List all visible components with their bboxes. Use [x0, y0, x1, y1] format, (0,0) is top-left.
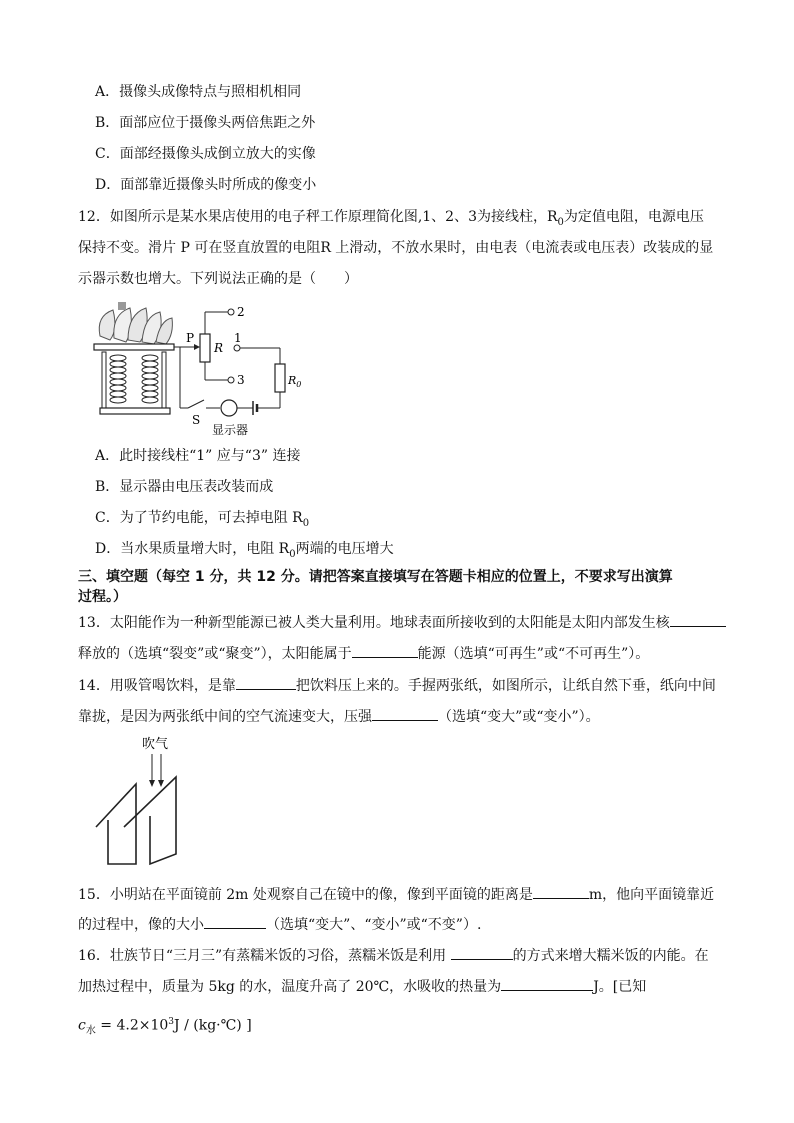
paper-blow-figure — [90, 732, 190, 872]
q15-blank-1[interactable] — [533, 884, 589, 899]
label-switch: S — [192, 413, 201, 427]
label-blow: 吹气 — [142, 737, 169, 752]
section3-heading-line2: 过程。） — [78, 589, 127, 605]
q13-blank-1[interactable] — [670, 612, 726, 627]
terminal-1 — [234, 345, 240, 351]
q12-stem-line1: 12．如图所示是某水果店使用的电子秤工作原理简化图,1、2、3为接线柱，$R_0$为定值电阻，电源电压 — [78, 209, 704, 228]
label-r0: $R_0$ — [288, 374, 302, 389]
label-p: P — [186, 331, 195, 345]
resistor-r0 — [275, 364, 285, 392]
q13-line2: 释放的（选填“裂变”或“聚变”），太阳能属于 能源（选填“可再生”或“不可再生”）。 — [78, 643, 649, 664]
q12-option-b: B．显示器由电压表改装而成 — [95, 479, 274, 495]
q16-blank-2[interactable] — [501, 976, 593, 991]
q12-option-a: A．此时接线柱“1” 应与“3” 连接 — [95, 448, 301, 464]
q11-option-b: B．面部应位于摄像头两倍焦距之外 — [95, 115, 316, 131]
label-terminal-1: 1 — [234, 331, 242, 345]
q12-option-d: D．当水果质量增大时，电阻 $R_0$两端的电压增大 — [95, 541, 394, 560]
switch-s-icon — [188, 400, 204, 408]
q14-blank-2[interactable] — [372, 706, 438, 721]
q12-stem-line2: 保持不变。滑片 P 可在竖直放置的电阻R 上滑动，不放水果时，由电表（电流表或电压表）改装成的显 — [78, 240, 714, 256]
scale-base — [100, 408, 170, 414]
scale-top-plate — [94, 344, 174, 350]
banana-bunch-icon — [99, 302, 172, 344]
arrow-down-icon-2 — [158, 780, 164, 787]
spring-right — [142, 355, 158, 403]
q15-blank-2[interactable] — [204, 914, 266, 929]
q14-line1: 14．用吸管喝饮料，是靠 把饮料压上来的。手握两张纸，如图所示，让纸自然下垂，纸向中间 — [78, 675, 716, 696]
terminal-3 — [228, 377, 234, 383]
label-r: R — [214, 341, 224, 355]
q16-formula: $c_水 = 4.2\times 10^3J$ / (kg·℃) ] — [78, 1017, 252, 1037]
spring-left — [110, 355, 126, 403]
q13-line1: 13．太阳能作为一种新型能源已被人类大量利用。地球表面所接收到的太阳能是太阳内部发生核 — [78, 612, 726, 633]
arrow-down-icon — [149, 780, 155, 787]
q16-line2: 加热过程中，质量为 5kg 的水，温度升高了 20℃，水吸收的热量为 J。[已知 — [78, 976, 646, 997]
paper-right — [124, 777, 176, 864]
q11-option-c: C．面部经摄像头成倒立放大的实像 — [95, 146, 316, 162]
q15-line2: 的过程中，像的大小 （选填“变大”、“变小”或“不变”）. — [78, 914, 481, 935]
q14-blank-1[interactable] — [236, 675, 296, 690]
label-display: 显示器 — [212, 423, 249, 437]
resistor-r — [200, 334, 210, 362]
slider-arrow-icon — [194, 344, 200, 350]
label-terminal-3: 3 — [237, 373, 245, 387]
terminal-2 — [228, 309, 234, 315]
label-terminal-2: 2 — [237, 305, 245, 319]
display-meter-icon — [221, 400, 237, 416]
q12-option-c: C．为了节约电能，可去掉电阻 $R_0$ — [95, 510, 310, 529]
q13-blank-2[interactable] — [352, 643, 418, 658]
q14-line2: 靠拢，是因为两张纸中间的空气流速变大，压强 （选填“变大”或“变小”）。 — [78, 706, 600, 727]
q12-stem-line3: 示器示数也增大。下列说法正确的是（ ） — [78, 271, 358, 287]
q11-option-d: D．面部靠近摄像头时所成的像变小 — [95, 177, 317, 193]
q15-line1: 15．小明站在平面镜前 2m 处观察自己在镜中的像，像到平面镜的距离是 m，他向平面镜靠近 — [78, 884, 714, 905]
section3-heading-line1: 三、填空题（每空 1 分，共 12 分。请把答案直接填写在答题卡相应的位置上，不要求写出演算 — [78, 569, 673, 585]
q11-option-a: A．摄像头成像特点与照相机相同 — [95, 84, 302, 100]
q16-blank-1[interactable] — [451, 945, 513, 960]
paper-left — [96, 784, 136, 864]
q16-line1: 16．壮族节日“三月三”有蒸糯米饭的习俗，蒸糯米饭是利用 的方式来增大糯米饭的内能。在 — [78, 945, 709, 966]
scale-circuit-figure — [88, 298, 303, 438]
